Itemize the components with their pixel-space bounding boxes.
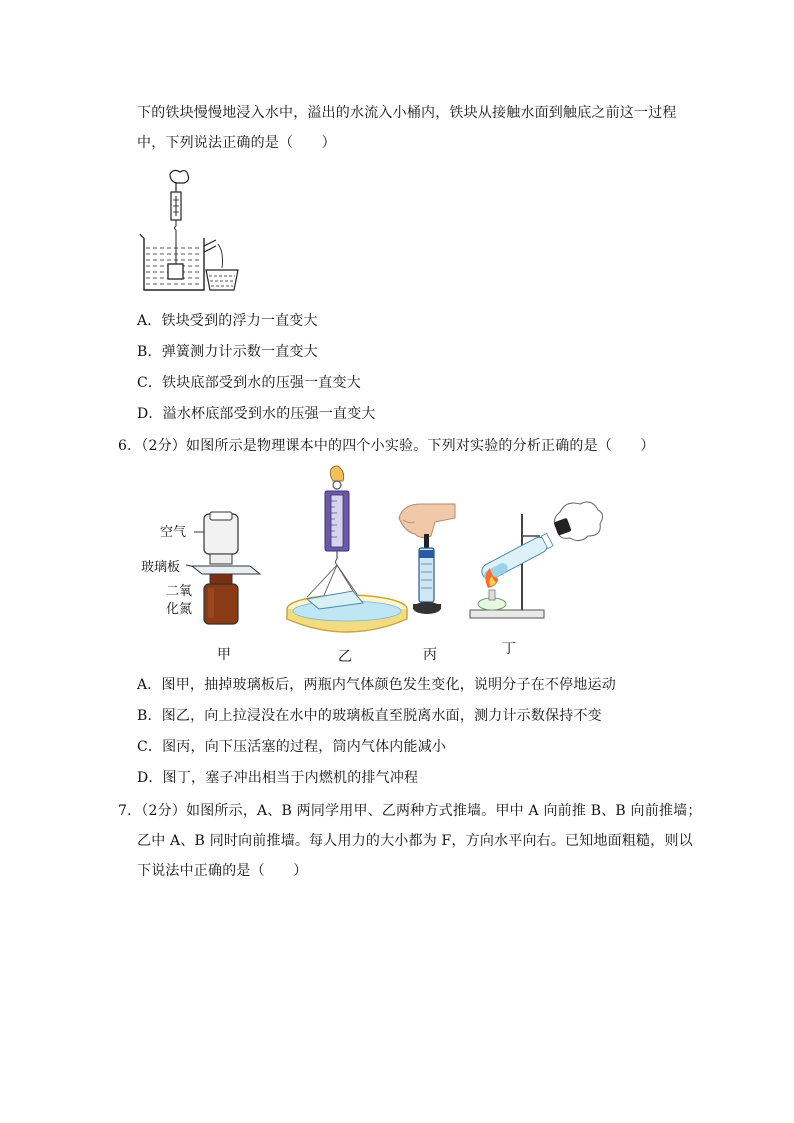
q6-option-a: A．图甲，抽掉玻璃板后，两瓶内气体颜色发生变化，说明分子在不停地运动 [137,677,616,693]
q5-option-b: B．弹簧测力计示数一直变大 [137,344,318,360]
overflow-cup-figure [140,168,240,292]
label-air: 空气 [160,525,187,540]
q6-option-d: D．图丁，塞子冲出相当于内燃机的排气冲程 [137,770,419,786]
piston-compression-figure [397,500,457,620]
q7-stem-line-3: 下说法中正确的是（ ） [137,863,308,879]
q7-stem-line-2: 乙中 A、B 同时向前推墙。每人用力的大小都为 F，方向水平向右。已知地面粗糙，则以 [137,833,693,849]
q5-option-c: C．铁块底部受到水的压强一直变大 [137,375,361,391]
diffusion-bottles-figure [180,508,270,628]
q5-stem-line-1: 下的铁块慢慢地浸入水中，溢出的水流入小桶内，铁块从接触水面到触底之前这一过程 [137,105,677,121]
q6-option-c: C．图丙，向下压活塞的过程，筒内气体内能减小 [137,739,447,755]
q6-stem: 6．（2分）如图所示是物理课本中的四个小实验。下列对实验的分析正确的是（ ） [118,438,655,454]
caption-jia: 甲 [217,647,231,663]
caption-bing: 丙 [423,647,437,663]
caption-ding: 丁 [502,641,516,657]
q5-stem-line-2: 中，下列说法正确的是（ ） [137,135,336,151]
test-tube-stopper-figure [462,500,602,625]
caption-yi: 乙 [338,649,352,665]
q6-option-b: B．图乙，向上拉浸没在水中的玻璃板直至脱离水面，测力计示数保持不变 [137,708,602,724]
q5-option-a: A．铁块受到的浮力一直变大 [137,313,318,329]
q7-stem-line-1: 7．（2分）如图所示，A、B 两同学用甲、乙两种方式推墙。甲中 A 向前推 B、B 向前推墙； [118,803,702,819]
q5-option-d: D．溢水杯底部受到水的压强一直变大 [137,406,376,422]
label-no2-line-1: 二氧 [166,584,193,599]
label-glass-plate: 玻璃板 [141,560,181,575]
label-no2-line-2: 化氮 [166,602,193,617]
